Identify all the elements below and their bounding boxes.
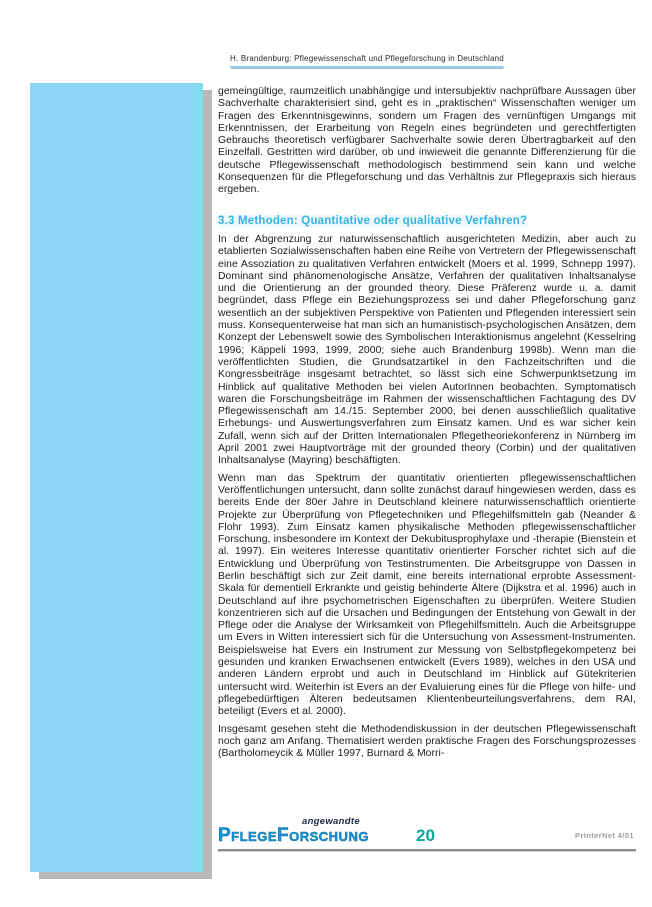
journal-issue-reference: PrInterNet 4/01 bbox=[575, 831, 634, 840]
paragraph: In der Abgrenzung zur naturwissenschaftlich ausgerichteten Medizin, aber auch zu etablierten Sozialwissenschaften haben eine Reihe von Vertretern der Pflegewissenschaft eine Assoziation zu qualitativen Verfahren entwickelt (Moers et al. 1999, Schnepp 1997). Dominant sind phänomenologische Ansätze, Verfahren der qualitativen Inhaltsanalyse und die Orientierung an der grounded theory. Diese Präferenz wurde u. a. damit begründet, dass Pflege ein Beziehungsprozess sei und daher Pflegeforschung ganz wesentlich an der subjektiven Perspektive von Patienten und Pflegenden interessiert sein muss. Konsequenterweise hat man sich an humanistisch-psychologischen Ansätzen, dem Konzept der Lebenswelt sowie des Symbolischen Interaktionismus angelehnt (Kesselring 1996; Käppeli 1993, 1999, 2000; siehe auch Brandenburg 1998b). Wenn man die veröffentlichten Studien, die Grundsatzartikel in den Fachzeitschriften und die Kongressbeiträge insgesamt betrachtet, so lässt sich eine Schwerpunktsetzung im Hinblick auf qualitative Methoden bei vielen AutorInnen beobachten. Symptomatisch waren die Forschungsbeiträge im Rahmen der wissenschaftlichen Fachtagung des DV Pflegewissenschaft am 14./15. September 2000, bei denen ausschließlich qualitative Erhebungs- und Auswertungsverfahren zum Einsatz kamen. Und es war sicher kein Zufall, wenn sich auf der Dritten Internationalen Pflegetheoriekonferenz in Nürnberg im April 2001 zwei Hauptvorträge mit der grounded theory (Corbin) und der qualitativen Inhaltsanalyse (Mayring) beschäftigten. bbox=[218, 233, 636, 467]
journal-logo-overline: angewandte bbox=[302, 816, 360, 827]
section-heading: 3.3 Methoden: Quantitative oder qualitative Verfahren? bbox=[218, 214, 528, 227]
decorative-side-band bbox=[30, 83, 203, 872]
footer-rule bbox=[218, 849, 636, 851]
paragraph: Insgesamt gesehen steht die Methodendiskussion in der deutschen Pflegewissenschaft noch ganz am Anfang. Thematisiert werden praktische Fragen des Forschungsprozesses (Bartholomeycik & Müller 1997, Burnard & Morri- bbox=[218, 723, 636, 760]
paragraph: gemeingültige, raumzeitlich unabhängige und intersubjektiv nachprüfbare Aussagen über Sachverhalte charakterisiert sind, geht es in „praktischen“ Wissenschaften weniger um Fragen des Erkenntnisgewinns, sondern um Fragen des vernünftigen Umgangs mit Erkenntnissen, der Erarbeitung von Regeln eines begründeten und gerechtfertigten Gebrauchs theoretisch verfügbarer Sachverhalte sowie deren Übertragbarkeit auf den Einzelfall. Gestritten wird darüber, ob und inwieweit die genannte Differenzierung für die deutsche Pflegewissenschaft methodologisch bestimmend sein kann und welche Konsequenzen für die Pflegeforschung und das Verhältnis zur Pflegepraxis sich hieraus ergeben. bbox=[218, 86, 636, 196]
body-text bbox=[218, 86, 636, 848]
paragraph: Wenn man das Spektrum der quantitativ orientierten pflegewissenschaftlichen Veröffentlichungen untersucht, dann sollte zunächst darauf hingewiesen werden, dass es bereits Ende der 80er Jahre in Deutschland kleinere naturwissenschaftlich orientierte Projekte zur Überprüfung von Pflegetechniken und Pflegehilfsmitteln gab (Neander & Flohr 1993). Zum Einsatz kamen physikalische Methoden pflegewissenschaftlicher Forschung, insbesondere im Kontext der Dekubitusprophylaxe und -therapie (Bienstein et al. 1997). Ein weiteres Interesse quantitativ orientierter Forscher richtet sich auf die Entwicklung und Überprüfung von Testinstrumenten. Die Arbeitsgruppe von Dassen in Berlin beschäftigt sich zur Zeit damit, eine bereits international erprobte Assessment-Skala für dementiell Erkrankte und geistig behinderte Ältere (Dijkstra et al. 1996) auch in Deutschland auf ihre psychometrischen Eigenschaften zu überprüfen. Weitere Studien konzentrieren sich auf die Ursachen und Bedingungen der Entstehung von Gewalt in der Pflege oder die Analyse der Wirksamkeit von Pflegehilfsmitteln. Auch die Arbeitsgruppe um Evers in Witten interessiert sich für die Untersuchung von Assessment-Instrumenten. Beispielsweise hat Evers ein Instrument zur Messung von Selbstpflegekompetenz bei gesunden und kranken Erwachsenen entwickelt (Evers 1989), welches in den USA und anderen Ländern erprobt und auch in Deutschland im Hinblick auf Gütekriterien untersucht wird. Weiterhin ist Evers an der Evaluierung eines für die Pflege von hilfe- und pflegebedürftigen Älteren bedeutsamen Klientenbeurteilungsverfahrens, dem RAI, beteiligt (Evers et al. 2000). bbox=[218, 472, 636, 718]
running-header: H. Brandenburg: Pflegewissenschaft und Pflegeforschung in Deutschland bbox=[230, 54, 504, 68]
page-footer bbox=[218, 818, 636, 851]
journal-logo-title: PflegeForschung bbox=[218, 825, 369, 846]
text-column bbox=[218, 48, 636, 848]
footer-logo-row bbox=[218, 818, 636, 848]
page-number: 20 bbox=[416, 826, 435, 845]
